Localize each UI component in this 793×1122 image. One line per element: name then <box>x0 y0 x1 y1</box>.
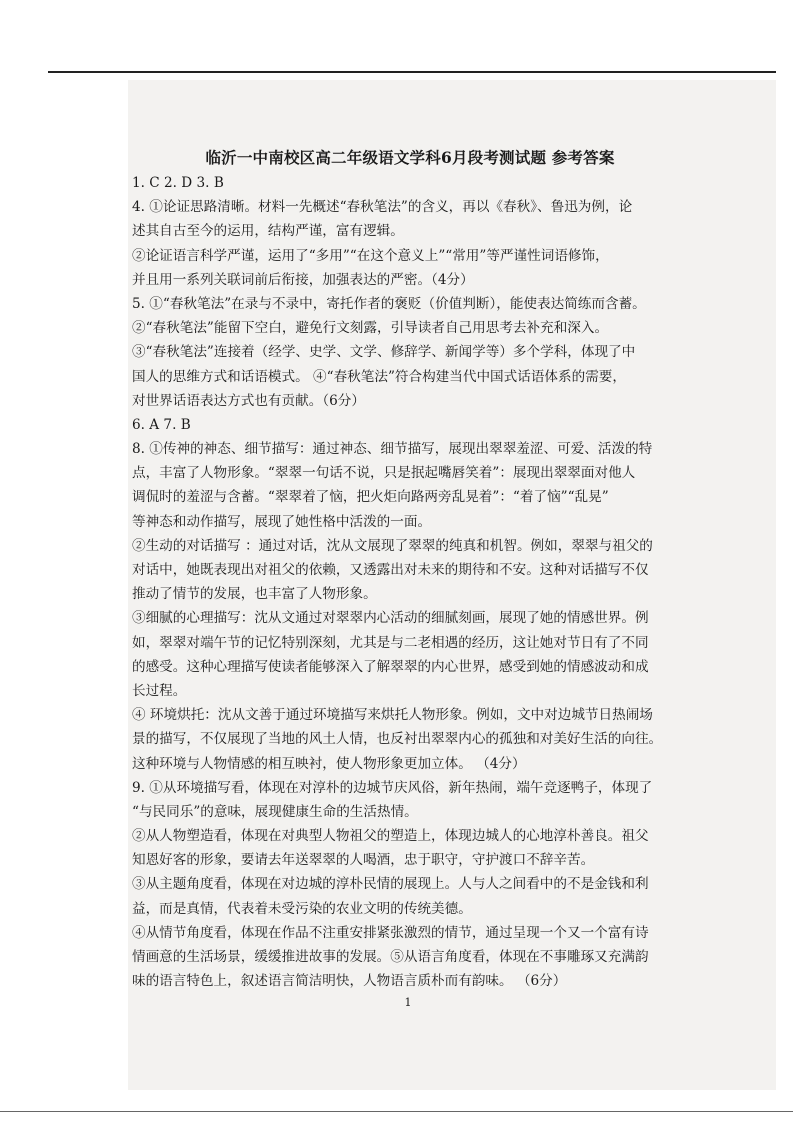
answer-line: 并且用一系列关联词前后衔接，加强表达的严密。（4分） <box>132 271 474 288</box>
answer-line: 点，丰富了人物形象。“翠翠一句话不说，只是抿起嘴唇笑着”：展现出翠翠面对他人 <box>132 465 636 482</box>
answer-line: ④从情节角度看，体现在作品不注重安排紧张激烈的情节，通过呈现一个又一个富有诗 <box>132 924 649 941</box>
answer-line: ④ 环境烘托：沈从文善于通过环境描写来烘托人物形象。例如，文中对边城节日热闹场 <box>132 707 653 724</box>
answer-line: ②生动的对话描写 ：通过对话，沈从文展现了翠翠的纯真和机智。例如，翠翠与祖父的 <box>132 537 653 554</box>
answer-line: 情画意的生活场景，缓缓推进故事的发展。⑤从语言角度看，体现在不事雕琢又充满韵 <box>132 949 649 965</box>
answer-line: 1. C 2. D 3. B <box>132 175 224 191</box>
answer-text <box>132 171 766 993</box>
scanned-sheet <box>128 80 776 1090</box>
answer-line: “与民同乐”的意味，展现健康生命的生活热情。 <box>132 803 418 820</box>
answer-line: ③细腻的心理描写：沈从文通过对翠翠内心活动的细腻刻画，展现了她的情感世界。例 <box>132 610 649 627</box>
answer-line: 5. ①“春秋笔法”在录与不录中，寄托作者的褒贬（价值判断），能使表达简练而含蓄。 <box>132 295 646 312</box>
answer-line: 对世界话语表达方式也有贡献。（6分） <box>132 392 365 409</box>
top-rule <box>48 71 776 73</box>
answer-line: ②论证语言科学严谨，运用了“多用”“在这个意义上”“常用”等严谨性词语修饰， <box>132 247 609 264</box>
answer-line: 9. ①从环境描写看，体现在对淳朴的边城节庆风俗，新年热闹，端午竞逐鸭子，体现了 <box>132 779 653 796</box>
answer-line: 推动了情节的发展，也丰富了人物形象。 <box>132 586 377 603</box>
page-title: 临沂一中南校区高二年级语文学科6月段考测试题 参考答案 <box>205 148 615 167</box>
answer-line: 如，翠翠对端午节的记忆特别深刻，尤其是与二老相遇的经历，这让她对节日有了不同 <box>132 634 649 651</box>
bottom-rule <box>0 1111 793 1112</box>
answer-line: ②“春秋笔法”能留下空白，避免行文刻露，引导读者自己用思考去补充和深入。 <box>132 320 609 337</box>
answer-line: ③从主题角度看，体现在对边城的淳朴民情的展现上。人与人之间看中的不是金钱和利 <box>132 876 649 893</box>
answer-line: ②从人物塑造看，体现在对典型人物祖父的塑造上，体现边城人的心地淳朴善良。祖父 <box>132 828 649 845</box>
answer-line: 等神态和动作描写，展现了她性格中活泼的一面。 <box>132 513 432 530</box>
answer-line: 8. ①传神的神态、细节描写：通过神态、细节描写，展现出翠翠羞涩、可爱、活泼的特 <box>132 441 653 458</box>
page-number: 1 <box>404 996 412 1009</box>
answer-line: 对话中，她既表现出对祖父的依赖，又透露出对未来的期待和不安。这种对话描写不仅 <box>132 562 649 578</box>
answer-line: ③“春秋笔法”连接着（经学、史学、文学、修辞学、新闻学等）多个学科，体现了中 <box>132 344 636 361</box>
answer-line: 的感受。这种心理描写使读者能够深入了解翠翠的内心世界，感受到她的情感波动和成 <box>132 658 649 675</box>
answer-line: 6. A 7. B <box>132 416 191 433</box>
answer-line: 4. ①论证思路清晰。材料一先概述“春秋笔法”的含义，再以《春秋》、鲁迅为例，论 <box>132 199 633 216</box>
answer-line: 知恩好客的形象，要请去年送翠翠的人喝酒，忠于职守，守护渡口不辞辛苦。 <box>132 852 595 869</box>
answer-line: 景的描写，不仅展现了当地的风土人情，也反衬出翠翠内心的孤独和对美好生活的向往。 <box>132 731 663 748</box>
answer-line: 味的语言特色上，叙述语言简洁明快，人物语言质朴而有韵味。 （6分） <box>132 973 567 990</box>
answer-line: 这种环境与人物情感的相互映衬，使人物形象更加立体。 （4分） <box>132 755 526 772</box>
answer-line: 益，而是真情，代表着未受污染的农业文明的传统美德。 <box>132 900 472 917</box>
answer-line: 调侃时的羞涩与含蓄。“翠翠着了恼，把火炬向路两旁乱晃着”：“着了恼”“乱晃” <box>132 489 609 506</box>
answer-line: 述其自古至今的运用，结构严谨，富有逻辑。 <box>132 223 404 240</box>
answer-line: 国人的思维方式和话语模式。 ④“春秋笔法”符合构建当代中国式话语体系的需要， <box>132 368 626 385</box>
answer-line: 长过程。 <box>132 682 187 699</box>
